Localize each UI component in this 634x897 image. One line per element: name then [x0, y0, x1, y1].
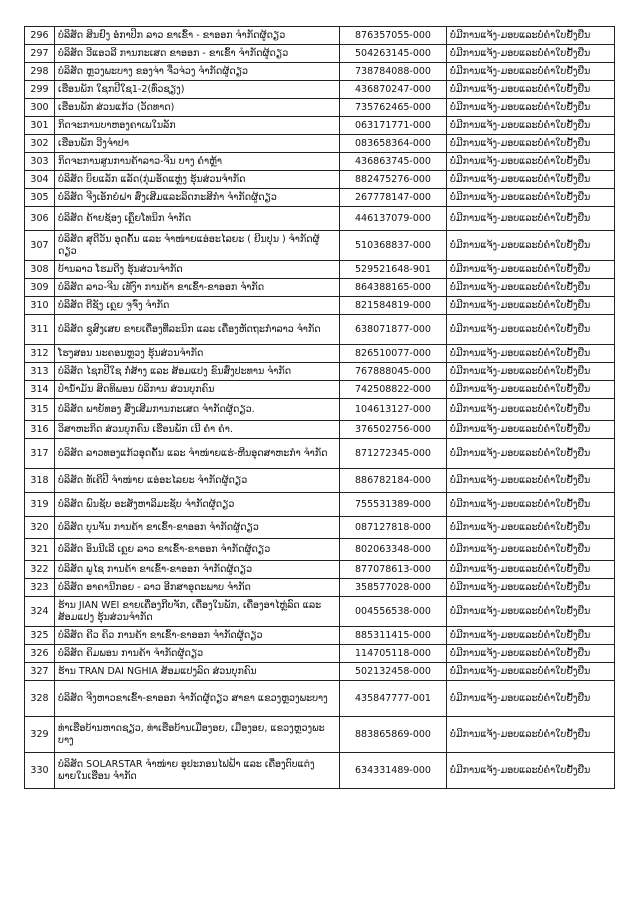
table-row — [25, 439, 615, 469]
table-row — [25, 469, 615, 493]
business-name-cell: ປຳນ້ຳມັນ ສິດທິພອນ ບໍລິການ ສ່ວນບຸກຄົນ — [55, 381, 340, 399]
tax-id-cell: 802063348-000 — [340, 539, 447, 561]
status-cell: ບໍ່ມີການແຈ້ງ-ມອບແລະບໍ່ຄໍາໃບຢັ້ງຢືນ — [447, 421, 615, 439]
table-row — [25, 561, 615, 579]
status-cell: ບໍ່ມີການແຈ້ງ-ມອບແລະບໍ່ຄໍາໃບຢັ້ງຢືນ — [447, 207, 615, 231]
table-row — [25, 363, 615, 381]
business-name-cell: ບໍລິສັດ ສິນຢົງ ອໍກາປິກ ລາວ ຂາເຂົ້າ - ຂາອອກ ຈຳກັດຜູ້ດຽວ — [55, 27, 340, 45]
business-name-cell: ທ່າເຮືອບ້ານຫາດຊຽວ, ທ່າເຮືອບ້ານເມືອງອຍ, ເມືອງອຍ, ແຂວງຫຼວງພະບາງ — [55, 717, 340, 753]
business-name-cell: ບ້ານລາວ ໂຮມດີງ ຮຸ້ນສ່ວນຈຳກັດ — [55, 261, 340, 279]
status-cell: ບໍ່ມີການແຈ້ງ-ມອບແລະບໍ່ຄໍາໃບຢັ້ງຢືນ — [447, 315, 615, 345]
status-cell: ບໍ່ມີການແຈ້ງ-ມອບແລະບໍ່ຄໍາໃບຢັ້ງຢືນ — [447, 439, 615, 469]
row-number-cell: 314 — [25, 381, 55, 399]
table-row — [25, 63, 615, 81]
tax-id-cell: 755531389-000 — [340, 493, 447, 517]
table-row — [25, 99, 615, 117]
tax-id-cell: 435847777-001 — [340, 681, 447, 717]
tax-id-cell: 871272345-000 — [340, 439, 447, 469]
table-row — [25, 135, 615, 153]
tax-id-cell: 883865869-000 — [340, 717, 447, 753]
status-cell: ບໍ່ມີການແຈ້ງ-ມອບແລະບໍ່ຄໍາໃບຢັ້ງຢືນ — [447, 297, 615, 315]
business-name-cell: ບໍລິສັດ ຈີງຫາວຂາເຂົ້າ-ຂາອອກ ຈຳກັດຜູ້ດຽວ ສາຂາ ແຂວງຫຼວງພະບາງ — [55, 681, 340, 717]
row-number-cell: 325 — [25, 627, 55, 645]
row-number-cell: 301 — [25, 117, 55, 135]
business-name-cell: ບໍລິສັດ ລາວ-ຈີນ ເທັງົາ ການຄ້າ ຂາເຂົ້າ-ຂາອອກ ຈຳກັດ — [55, 279, 340, 297]
tax-id-cell: 087127818-000 — [340, 517, 447, 539]
row-number-cell: 312 — [25, 345, 55, 363]
table-row — [25, 597, 615, 627]
row-number-cell: 311 — [25, 315, 55, 345]
status-cell: ບໍ່ມີການແຈ້ງ-ມອບແລະບໍ່ຄໍາໃບຢັ້ງຢືນ — [447, 99, 615, 117]
business-name-cell: ບໍລິສັດ ວີແອວລີ ການກະເສດ ຂາອອກ - ຂາເຂົ້າ ຈຳກັດຜູ້ດຽວ — [55, 45, 340, 63]
row-number-cell: 313 — [25, 363, 55, 381]
business-name-cell: ບໍລິສັດ ບຸນຈັນ ການຄ້າ ຂາເຂົ້າ-ຂາອອກ ຈຳກັດຜູ້ດຽວ — [55, 517, 340, 539]
table-row — [25, 493, 615, 517]
business-name-cell: ບໍລິສັດ ຊູສົງເສຍ ຂາຍເຄື່ອງທີ່ລະນິກ ແລະ ເຄື່ອງຫັດຖະກຳລາວ ຈຳກັດ — [55, 315, 340, 345]
business-name-cell: ວິສາຫະກິດ ສ່ວນບຸກຄົນ ເຮືອນພັກ ເນີ ຄຳ ຄຳ. — [55, 421, 340, 439]
tax-id-cell: 376502756-000 — [340, 421, 447, 439]
row-number-cell: 318 — [25, 469, 55, 493]
tax-id-cell: 504263145-000 — [340, 45, 447, 63]
business-name-cell: ກິດຈະການບາຫອງຄາເພໃນລັກ — [55, 117, 340, 135]
tax-id-cell: 882475276-000 — [340, 171, 447, 189]
table-row — [25, 231, 615, 261]
tax-id-cell: 735762465-000 — [340, 99, 447, 117]
table-row — [25, 315, 615, 345]
row-number-cell: 321 — [25, 539, 55, 561]
tax-id-cell: 877078613-000 — [340, 561, 447, 579]
business-name-cell: ກິດຈະການສູນການຄ້າລາວ-ຈີນ ບາງ ຄໍາຫຼ້າ — [55, 153, 340, 171]
business-name-cell: ຮ້ານ JIAN WEI ຂາຍເຄື່ອງກີບຈັກ, ເຄື່ອງໃນພັກ, ເຄື່ອງອາໄຫຼ່ລົດ ແລະ ສ້ອມແປງ ຮຸ້ນສ່ວນຈຳກັດ — [55, 597, 340, 627]
row-number-cell: 310 — [25, 297, 55, 315]
table-row — [25, 517, 615, 539]
row-number-cell: 306 — [25, 207, 55, 231]
business-name-cell: ບໍລິສັດ ບິຍແລັກ ແລັດ(ກຸ່ມອັດແຫຼ່ງ ຮຸ້ນສ່ວນຈຳກັດ — [55, 171, 340, 189]
table-row — [25, 753, 615, 789]
business-name-cell: ເຮືອນພັກ ໃຊກປີໃຊ1-2(ທົ່ວຊຽງ) — [55, 81, 340, 99]
table-row — [25, 117, 615, 135]
row-number-cell: 299 — [25, 81, 55, 99]
row-number-cell: 297 — [25, 45, 55, 63]
business-name-cell: ເຮືອນພັກ ສ່ວນແກ້ວ (ວັດທາດ) — [55, 99, 340, 117]
business-name-cell: ບໍລິສັດ ລາວທອງແກ້ວອຸດຄັ້ນ ແລະ ຈຳໜ່າຍແຮ່-ຫີນອຸດສາຫະກຳ ຈຳກັດ — [55, 439, 340, 469]
status-cell: ບໍ່ມີການແຈ້ງ-ມອບແລະບໍ່ຄໍາໃບຢັ້ງຢືນ — [447, 171, 615, 189]
status-cell: ບໍ່ມີການແຈ້ງ-ມອບແລະບໍ່ຄໍາໃບຢັ້ງຢືນ — [447, 279, 615, 297]
table-row — [25, 45, 615, 63]
row-number-cell: 308 — [25, 261, 55, 279]
status-cell: ບໍ່ມີການແຈ້ງ-ມອບແລະບໍ່ຄໍາໃບຢັ້ງຢືນ — [447, 717, 615, 753]
business-name-cell: ບໍລິສັດ ຄີວ ຄິວ ການຄ້າ ຂາເຂົ້າ-ຂາອອກ ຈຳກັດຜູ້ດຽວ — [55, 627, 340, 645]
tax-id-cell: 738784088-000 — [340, 63, 447, 81]
status-cell: ບໍ່ມີການແຈ້ງ-ມອບແລະບໍ່ຄໍາໃບຢັ້ງຢືນ — [447, 469, 615, 493]
tax-id-cell: 638071877-000 — [340, 315, 447, 345]
status-cell: ບໍ່ມີການແຈ້ງ-ມອບແລະບໍ່ຄໍາໃບຢັ້ງຢືນ — [447, 45, 615, 63]
row-number-cell: 320 — [25, 517, 55, 539]
row-number-cell: 328 — [25, 681, 55, 717]
business-name-cell: ບໍລິສັດ ຕີຊັງ ເຄຼຍ ຈູຈົ່ງ ຈຳກັດ — [55, 297, 340, 315]
business-name-cell: ບໍລິສັດ ຄ້າຍຊ້ອງ ເຄຼຶຍໂທນິກ ຈຳກັດ — [55, 207, 340, 231]
row-number-cell: 327 — [25, 663, 55, 681]
tax-id-cell: 436870247-000 — [340, 81, 447, 99]
tax-id-cell: 876357055-000 — [340, 27, 447, 45]
table-row — [25, 579, 615, 597]
row-number-cell: 324 — [25, 597, 55, 627]
row-number-cell: 330 — [25, 753, 55, 789]
row-number-cell: 296 — [25, 27, 55, 45]
row-number-cell: 315 — [25, 399, 55, 421]
status-cell: ບໍ່ມີການແຈ້ງ-ມອບແລະບໍ່ຄໍາໃບຢັ້ງຢືນ — [447, 117, 615, 135]
status-cell: ບໍ່ມີການແຈ້ງ-ມອບແລະບໍ່ຄໍາໃບຢັ້ງຢືນ — [447, 539, 615, 561]
tax-id-cell: 886782184-000 — [340, 469, 447, 493]
status-cell: ບໍ່ມີການແຈ້ງ-ມອບແລະບໍ່ຄໍາໃບຢັ້ງຢືນ — [447, 27, 615, 45]
table-row — [25, 381, 615, 399]
tax-id-cell: 767888045-000 — [340, 363, 447, 381]
row-number-cell: 323 — [25, 579, 55, 597]
business-name-cell: ບໍລິສັດ ອິນນີເລີ ເຄຼຍ ລາວ ຂາເຂົ້າ-ຂາອອກ ຈຳກັດຜູ້ດຽວ — [55, 539, 340, 561]
status-cell: ບໍ່ມີການແຈ້ງ-ມອບແລະບໍ່ຄໍາໃບຢັ້ງຢືນ — [447, 63, 615, 81]
row-number-cell: 309 — [25, 279, 55, 297]
table-row — [25, 399, 615, 421]
business-name-cell: ບໍລິສັດ ໄຊກປີໃຊ ກໍ່ສ້າງ ແລະ ສ້ອມແປງ ຂົນສົ່ງປະທານ ຈຳກັດ — [55, 363, 340, 381]
tax-id-cell: 004556538-000 — [340, 597, 447, 627]
row-number-cell: 300 — [25, 99, 55, 117]
tax-id-cell: 821584819-000 — [340, 297, 447, 315]
status-cell: ບໍ່ມີການແຈ້ງ-ມອບແລະບໍ່ຄໍາໃບຢັ້ງຢືນ — [447, 645, 615, 663]
status-cell: ບໍ່ມີການແຈ້ງ-ມອບແລະບໍ່ຄໍາໃບຢັ້ງຢືນ — [447, 753, 615, 789]
row-number-cell: 326 — [25, 645, 55, 663]
status-cell: ບໍ່ມີການແຈ້ງ-ມອບແລະບໍ່ຄໍາໃບຢັ້ງຢືນ — [447, 597, 615, 627]
table-row — [25, 663, 615, 681]
tax-id-cell: 885311415-000 — [340, 627, 447, 645]
business-name-cell: ບໍລິສັດ ຫຼວງພະບາງ ຂອງຈ່າ ຈື່ວຈ່ວງ ຈຳກັດຜູ້ດຽວ — [55, 63, 340, 81]
business-name-cell: ບໍລິສັດ SOLARSTAR ຈຳໜ່າຍ ອຸປະກອນໄຟຟ້າ ແລະ ເຄື່ອງຕົບແຕ່ງພາຍໃນເຮືອນ ຈຳກັດ — [55, 753, 340, 789]
row-number-cell: 319 — [25, 493, 55, 517]
business-name-cell: ເຮືອນພັກ ວີງຈຳປາ — [55, 135, 340, 153]
tax-id-cell: 267778147-000 — [340, 189, 447, 207]
business-name-cell: ບໍລິສັດ ທັເຄີປີ ຈຳໜ່າຍ ແອ່ອະໄລຍະ ຈຳກັດຜູ້ດຽວ — [55, 469, 340, 493]
status-cell: ບໍ່ມີການແຈ້ງ-ມອບແລະບໍ່ຄໍາໃບຢັ້ງຢືນ — [447, 681, 615, 717]
status-cell: ບໍ່ມີການແຈ້ງ-ມອບແລະບໍ່ຄໍາໃບຢັ້ງຢືນ — [447, 189, 615, 207]
row-number-cell: 322 — [25, 561, 55, 579]
status-cell: ບໍ່ມີການແຈ້ງ-ມອບແລະບໍ່ຄໍາໃບຢັ້ງຢືນ — [447, 493, 615, 517]
tax-id-cell: 083658364-000 — [340, 135, 447, 153]
status-cell: ບໍ່ມີການແຈ້ງ-ມອບແລະບໍ່ຄໍາໃບຢັ້ງຢືນ — [447, 399, 615, 421]
business-name-cell: ບໍລິສັດ ອາຄານີກອຍ - ລາວ ອີກສາອຸດະພາບ ຈຳກັດ — [55, 579, 340, 597]
table-row — [25, 627, 615, 645]
table-row — [25, 261, 615, 279]
table-row — [25, 171, 615, 189]
tax-id-cell: 358577028-000 — [340, 579, 447, 597]
business-name-cell: ຮ້ານ TRAN DAI NGHIA ສ້ອມແປງລົດ ສ່ວນບຸກຄົນ — [55, 663, 340, 681]
table-row — [25, 539, 615, 561]
tax-id-cell: 826510077-000 — [340, 345, 447, 363]
tax-id-cell: 510368837-000 — [340, 231, 447, 261]
tax-id-cell: 104613127-000 — [340, 399, 447, 421]
row-number-cell: 303 — [25, 153, 55, 171]
table-row — [25, 681, 615, 717]
registry-table-body — [25, 27, 615, 789]
tax-id-cell: 114705118-000 — [340, 645, 447, 663]
row-number-cell: 305 — [25, 189, 55, 207]
status-cell: ບໍ່ມີການແຈ້ງ-ມອບແລະບໍ່ຄໍາໃບຢັ້ງຢືນ — [447, 561, 615, 579]
tax-id-cell: 502132458-000 — [340, 663, 447, 681]
table-row — [25, 297, 615, 315]
table-row — [25, 717, 615, 753]
status-cell: ບໍ່ມີການແຈ້ງ-ມອບແລະບໍ່ຄໍາໃບຢັ້ງຢືນ — [447, 153, 615, 171]
business-name-cell: ບໍລິສັດ ຄິມພອນ ການຄ້າ ຈຳກັດຜູ້ດຽວ — [55, 645, 340, 663]
business-name-cell: ບໍລິສັດ ພົນຊັບ ອະສັງຫາລິມະຊັບ ຈຳກັດຜູ້ດຽວ — [55, 493, 340, 517]
status-cell: ບໍ່ມີການແຈ້ງ-ມອບແລະບໍ່ຄໍາໃບຢັ້ງຢືນ — [447, 627, 615, 645]
status-cell: ບໍ່ມີການແຈ້ງ-ມອບແລະບໍ່ຄໍາໃບຢັ້ງຢືນ — [447, 579, 615, 597]
business-name-cell: ບໍລິສັດ ພາຍັທອງ ສົ່ງເສີມການກະເສດ ຈຳກັດຜູ້ດຽວ. — [55, 399, 340, 421]
tax-id-cell: 634331489-000 — [340, 753, 447, 789]
table-row — [25, 207, 615, 231]
status-cell: ບໍ່ມີການແຈ້ງ-ມອບແລະບໍ່ຄໍາໃບຢັ້ງຢືນ — [447, 381, 615, 399]
table-row — [25, 421, 615, 439]
row-number-cell: 302 — [25, 135, 55, 153]
table-row — [25, 279, 615, 297]
tax-id-cell: 063171771-000 — [340, 117, 447, 135]
status-cell: ບໍ່ມີການແຈ້ງ-ມອບແລະບໍ່ຄໍາໃບຢັ້ງຢືນ — [447, 81, 615, 99]
row-number-cell: 316 — [25, 421, 55, 439]
tax-id-cell: 446137079-000 — [340, 207, 447, 231]
status-cell: ບໍ່ມີການແຈ້ງ-ມອບແລະບໍ່ຄໍາໃບຢັ້ງຢືນ — [447, 345, 615, 363]
status-cell: ບໍ່ມີການແຈ້ງ-ມອບແລະບໍ່ຄໍາໃບຢັ້ງຢືນ — [447, 663, 615, 681]
tax-id-cell: 529521648-901 — [340, 261, 447, 279]
tax-id-cell: 436863745-000 — [340, 153, 447, 171]
table-row — [25, 153, 615, 171]
status-cell: ບໍ່ມີການແຈ້ງ-ມອບແລະບໍ່ຄໍາໃບຢັ້ງຢືນ — [447, 363, 615, 381]
business-name-cell: ບໍລິສັດ ສຸດີວັນ ອຸດຄັ້ນ ແລະ ຈຳໜ່າຍແອ່ອະໄລຍະ ( ຍີນປຸນ ) ຈຳກັດຜູ້ດຽວ — [55, 231, 340, 261]
business-name-cell: ໂຮງສອນ ນະຄອນຫຼວງ ຮຸ້ນສ່ວນຈຳກັດ — [55, 345, 340, 363]
status-cell: ບໍ່ມີການແຈ້ງ-ມອບແລະບໍ່ຄໍາໃບຢັ້ງຢືນ — [447, 231, 615, 261]
status-cell: ບໍ່ມີການແຈ້ງ-ມອບແລະບໍ່ຄໍາໃບຢັ້ງຢືນ — [447, 517, 615, 539]
business-name-cell: ບໍລິສັດ ຈີງເອັກຍໍຝາ ສົ່ງເສີມແລະລິດກະສິກຳ ຈຳກັດຜູ້ດຽວ — [55, 189, 340, 207]
table-row — [25, 645, 615, 663]
table-row — [25, 81, 615, 99]
table-row — [25, 27, 615, 45]
table-row — [25, 345, 615, 363]
row-number-cell: 298 — [25, 63, 55, 81]
table-row — [25, 189, 615, 207]
status-cell: ບໍ່ມີການແຈ້ງ-ມອບແລະບໍ່ຄໍາໃບຢັ້ງຢືນ — [447, 135, 615, 153]
row-number-cell: 307 — [25, 231, 55, 261]
tax-id-cell: 742508822-000 — [340, 381, 447, 399]
row-number-cell: 304 — [25, 171, 55, 189]
row-number-cell: 317 — [25, 439, 55, 469]
tax-id-cell: 864388165-000 — [340, 279, 447, 297]
status-cell: ບໍ່ມີການແຈ້ງ-ມອບແລະບໍ່ຄໍາໃບຢັ້ງຢືນ — [447, 261, 615, 279]
row-number-cell: 329 — [25, 717, 55, 753]
business-name-cell: ບໍລິສັດ ພູໄຊ ການຄ້າ ຂາເຂົ້າ-ຂາອອກ ຈຳກັດຜູ້ດຽວ — [55, 561, 340, 579]
registry-table — [24, 26, 615, 789]
